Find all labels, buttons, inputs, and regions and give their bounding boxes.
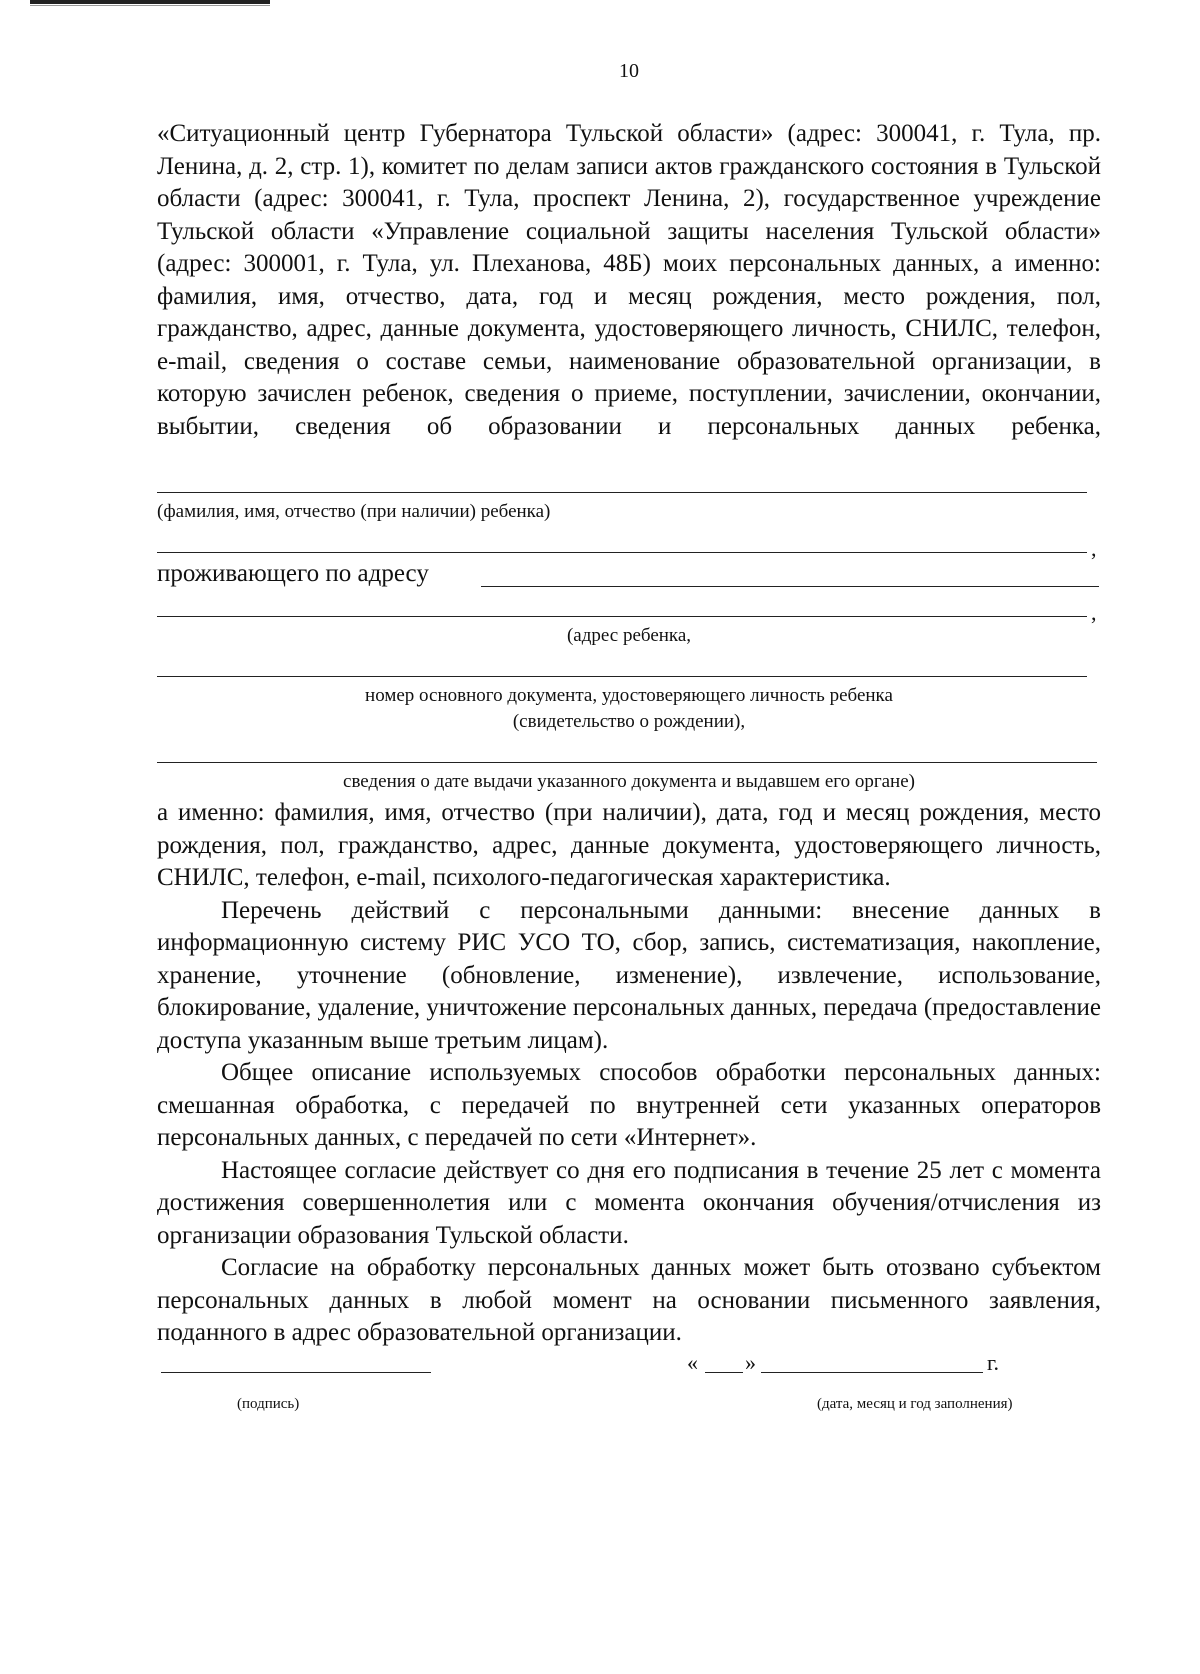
scan-artifact (30, 5, 270, 6)
child-name-line[interactable] (157, 492, 1087, 493)
scan-artifact (30, 0, 270, 4)
date-day-line[interactable] (705, 1372, 743, 1373)
paragraph-data-list: а именно: фамилия, имя, отчество (при наличии), дата, год и месяц рождения, место рождения, пол, гражданство, адрес, данные документа, удостоверяющего личность, СНИЛС, телефон, e-mail, психолого-педагогическая характеристика. (157, 799, 1101, 891)
child-name-caption: (фамилия, имя, отчество (при наличии) ребенка) (157, 501, 551, 522)
address-line[interactable] (481, 586, 1099, 587)
comma: , (1091, 536, 1097, 561)
document-number-line[interactable] (157, 676, 1087, 677)
paragraph-actions: Перечень действий с персональными данными: внесение данных в информационную систему РИС УСО ТО, сбор, запись, систематизация, накопление, хранение, уточнение (обновление, изменение), извлечение, использование, блокирование, удаление, уничтожение персональных данных, передача (предоставление доступа указанным выше третьим лицам). (157, 896, 1101, 1054)
paragraph-duration: Настоящее согласие действует со дня его подписания в течение 25 лет с момента достижения совершеннолетия или с момента окончания обучения/отчисления из организации образования Тульской области. (157, 1156, 1101, 1249)
paragraph-revocation: Согласие на обработку персональных данных может быть отозвано субъектом персональных данных в любой момент на основании письменного заявления, поданного в адрес образовательной организации. (157, 1254, 1101, 1346)
date-month-line[interactable] (761, 1372, 983, 1373)
address-caption: (адрес ребенка, (566, 625, 692, 646)
signature-caption: (подпись) (237, 1396, 300, 1412)
intro-paragraph: «Ситуационный центр Губернатора Тульской области» (адрес: 300041, г. Тула, пр. Ленина, д. 2, стр. 1), комитет по делам записи актов гражданского состояния в Тульской области (адрес: 300041, г. Тула, проспект Ленина, 2), государственное учреждение Тульской области «Управление социальной защиты населения Тульской области» (адрес: 300001, г. Тула, ул. Плеханова, 48Б) моих персональных данных, а именно: фамилия, имя, отчество, дата, год и месяц рождения, место рождения, пол, гражданство, адрес, данные документа, удостоверяющего личность, СНИЛС, телефон, e-mail, сведения о составе семьи, наименование образовательной организации, в которую зачислен ребенок, сведения о приеме, поступлении, зачислении, окончании, выбытии, сведения об образовании и персональных данных ребенка, (157, 120, 1101, 440)
date-year-suffix: г. (987, 1350, 1000, 1375)
date-quote-close: » (745, 1350, 756, 1375)
document-caption-2: (свидетельство о рождении), (512, 711, 746, 732)
page-number: 10 (619, 60, 639, 82)
signature-line[interactable] (161, 1372, 431, 1373)
document-issue-line[interactable] (157, 762, 1097, 763)
address-line-2[interactable] (157, 616, 1087, 617)
date-quote-open: « (687, 1350, 698, 1375)
body-paragraphs (157, 797, 1101, 1350)
paragraph-methods: Общее описание используемых способов обработки персональных данных: смешанная обработка, с передачей по внутренней сети указанных операторов персональных данных, с передачей по сети «Интернет». (157, 1059, 1101, 1151)
intro-block (157, 118, 1101, 443)
address-label: проживающего по адресу (157, 560, 429, 587)
document-caption-1: номер основного документа, удостоверяющего личность ребенка (365, 685, 893, 706)
comma: , (1091, 600, 1097, 625)
document-issue-caption: сведения о дате выдачи указанного документа и выдавшем его органе) (343, 771, 915, 792)
date-caption: (дата, месяц и год заполнения) (817, 1396, 1013, 1412)
child-name-line-2[interactable] (157, 552, 1087, 553)
